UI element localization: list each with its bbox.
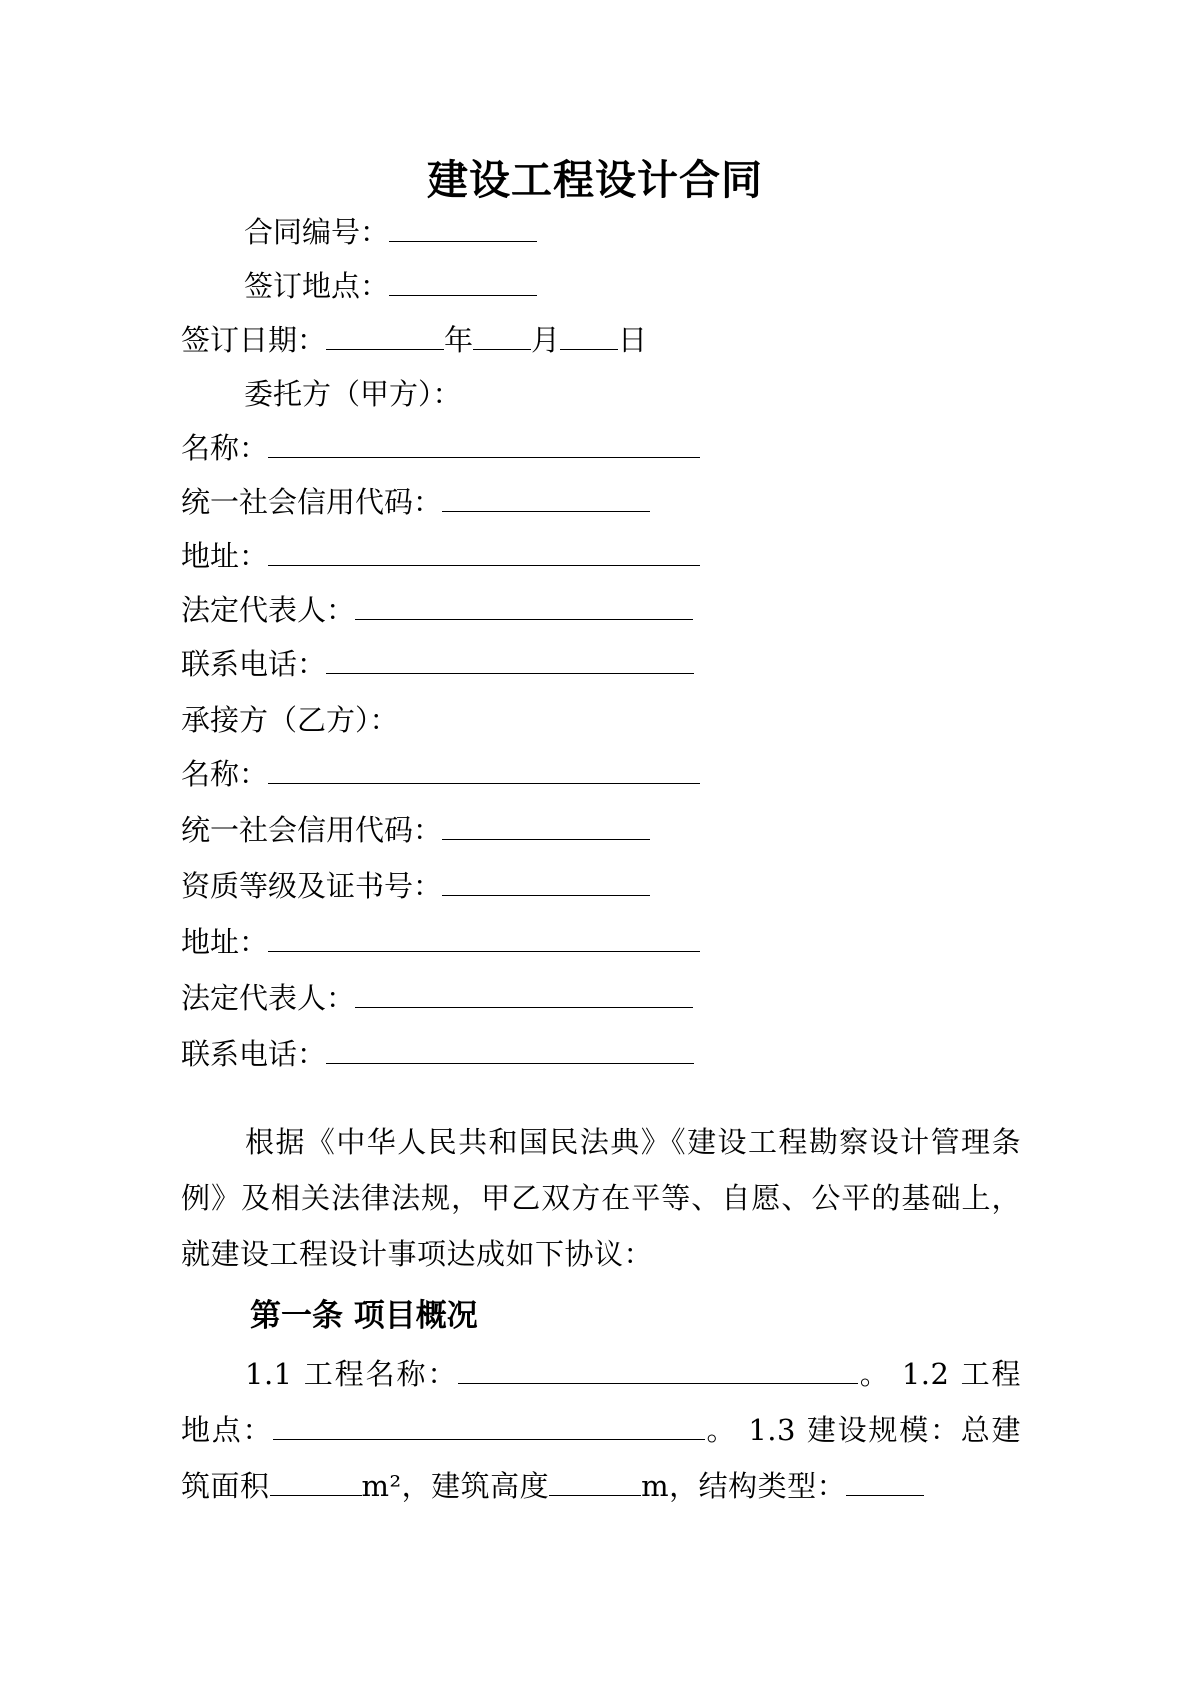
sign-place-line — [244, 266, 537, 306]
party-b-credit-code-line — [181, 810, 650, 850]
party-b-credit-code-blank[interactable] — [442, 815, 650, 840]
sign-date-label: 签订日期： — [181, 323, 327, 357]
party-b-phone-label: 联系电话： — [181, 1037, 327, 1071]
structure-type-blank[interactable] — [846, 1471, 924, 1496]
party-b-name-label: 名称： — [181, 757, 269, 791]
sign-place-label: 签订地点： — [244, 269, 390, 303]
party-b-legal-rep-line — [181, 978, 693, 1018]
party-b-heading: 承接方（乙方）： — [181, 703, 399, 737]
project-location-blank[interactable] — [273, 1415, 705, 1440]
sign-place-blank[interactable] — [389, 271, 537, 296]
party-b-qualification-label: 资质等级及证书号： — [181, 869, 443, 903]
party-b-phone-blank[interactable] — [326, 1039, 694, 1064]
party-a-credit-code-label: 统一社会信用代码： — [181, 485, 443, 519]
party-b-phone-line — [181, 1034, 694, 1074]
party-b-address-line — [181, 922, 700, 962]
party-a-credit-code-line — [181, 482, 650, 522]
party-a-name-label: 名称： — [181, 431, 269, 465]
project-name-blank[interactable] — [458, 1359, 858, 1384]
article-1-heading: 第一条 项目概况 — [250, 1298, 478, 1334]
sign-date-line — [181, 320, 647, 360]
party-a-phone-label: 联系电话： — [181, 647, 327, 681]
party-b-address-blank[interactable] — [268, 927, 700, 952]
day-label: 日 — [618, 323, 648, 357]
building-height-blank[interactable] — [549, 1471, 641, 1496]
contract-title: 建设工程设计合同 — [427, 156, 763, 204]
party-b-legal-rep-label: 法定代表人： — [181, 981, 356, 1015]
contract-number-blank[interactable] — [389, 217, 537, 242]
party-a-address-label: 地址： — [181, 539, 269, 573]
party-a-credit-code-blank[interactable] — [442, 487, 650, 512]
party-a-legal-rep-blank[interactable] — [355, 595, 693, 620]
party-a-legal-rep-label: 法定代表人： — [181, 593, 356, 627]
party-a-heading: 委托方（甲方）： — [244, 377, 462, 411]
preamble-paragraph: 根据《中华人民共和国民法典》《建设工程勘察设计管理条例》及相关法律法规，甲乙双方在平等、自愿、公平的基础上，就建设工程设计事项达成如下协议： — [181, 1125, 1021, 1271]
party-b-qualification-line — [181, 866, 650, 906]
party-a-phone-line — [181, 644, 694, 684]
party-a-phone-blank[interactable] — [326, 649, 694, 674]
party-a-legal-rep-line — [181, 590, 693, 630]
total-area-blank[interactable] — [270, 1471, 362, 1496]
party-b-address-label: 地址： — [181, 925, 269, 959]
party-b-name-blank[interactable] — [268, 759, 700, 784]
party-a-address-blank[interactable] — [268, 541, 700, 566]
project-location-end: 。 — [705, 1413, 738, 1447]
party-a-name-line — [181, 428, 700, 468]
sign-year-blank[interactable] — [326, 325, 444, 350]
party-a-address-line — [181, 536, 700, 576]
party-b-legal-rep-blank[interactable] — [355, 983, 693, 1008]
height-unit-label: m，结构类型： — [641, 1469, 847, 1503]
party-a-name-blank[interactable] — [268, 433, 700, 458]
project-location-label: 1.2 工程地点： — [181, 1357, 1021, 1447]
article-1-paragraph — [181, 1346, 1021, 1514]
contract-number-label: 合同编号： — [244, 215, 390, 249]
project-name-label: 1.1 工程名称： — [245, 1357, 459, 1391]
project-scale-label: 1.3 建设规模：总建筑面积 — [181, 1413, 1021, 1503]
project-name-end: 。 — [858, 1357, 891, 1391]
party-b-name-line — [181, 754, 700, 794]
contract-number-line — [244, 212, 537, 252]
party-b-qualification-blank[interactable] — [442, 871, 650, 896]
year-label: 年 — [444, 323, 474, 357]
sign-day-blank[interactable] — [560, 325, 618, 350]
sign-month-blank[interactable] — [473, 325, 531, 350]
month-label: 月 — [531, 323, 561, 357]
area-unit-label: m²，建筑高度 — [361, 1469, 550, 1503]
party-b-credit-code-label: 统一社会信用代码： — [181, 813, 443, 847]
